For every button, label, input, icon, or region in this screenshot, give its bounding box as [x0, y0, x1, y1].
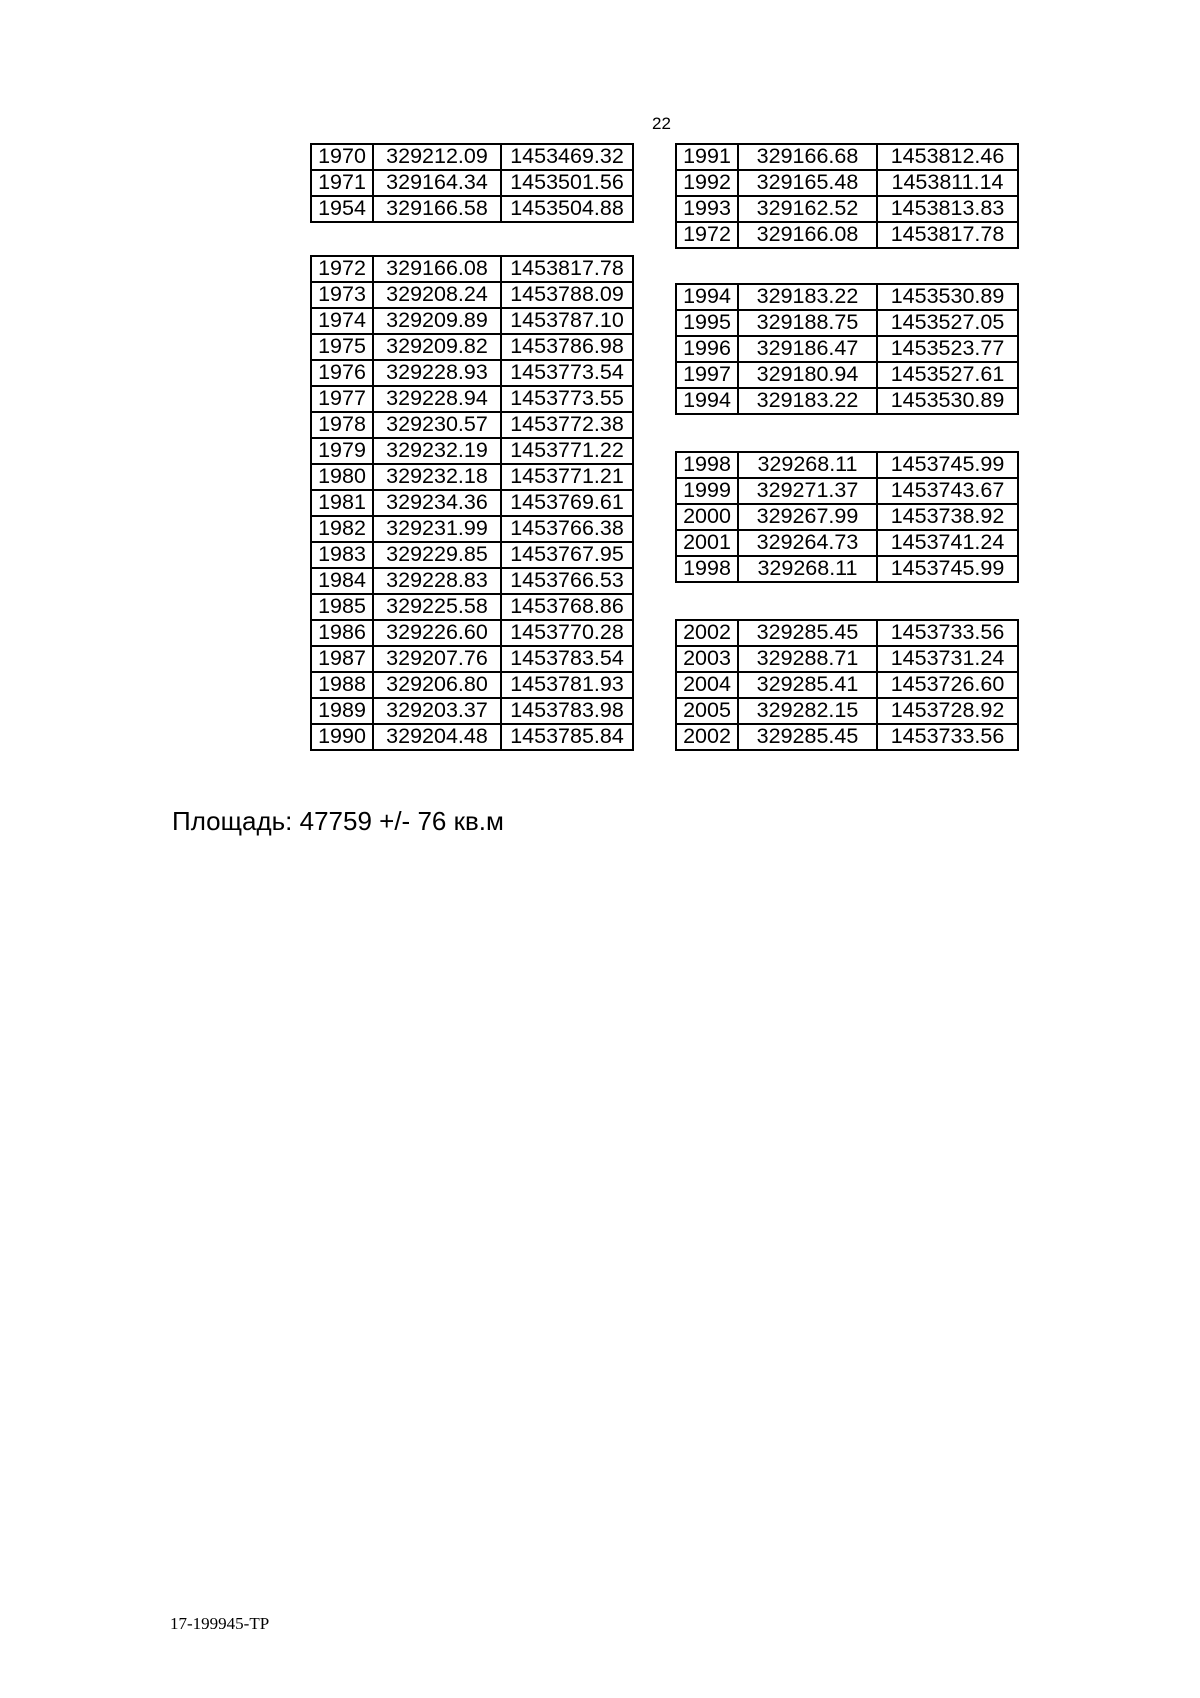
x-coordinate-cell: 329234.36 — [373, 490, 501, 516]
y-coordinate-cell: 1453501.56 — [501, 170, 633, 196]
y-coordinate-cell: 1453766.53 — [501, 568, 633, 594]
table-row — [676, 310, 1018, 336]
x-coordinate-cell: 329209.89 — [373, 308, 501, 334]
x-coordinate-cell: 329188.75 — [738, 310, 877, 336]
point-number-cell: 1997 — [676, 362, 738, 388]
table-row — [676, 556, 1018, 582]
table-row — [311, 568, 633, 594]
table-row — [311, 698, 633, 724]
y-coordinate-cell: 1453773.54 — [501, 360, 633, 386]
point-number-cell: 2003 — [676, 646, 738, 672]
table-row — [676, 452, 1018, 478]
point-number-cell: 1993 — [676, 196, 738, 222]
point-number-cell: 1994 — [676, 388, 738, 414]
point-number-cell: 1983 — [311, 542, 373, 568]
table-row — [676, 388, 1018, 414]
point-number-cell: 1995 — [676, 310, 738, 336]
y-coordinate-cell: 1453783.98 — [501, 698, 633, 724]
point-number-cell: 1986 — [311, 620, 373, 646]
point-number-cell: 1971 — [311, 170, 373, 196]
table-row — [676, 170, 1018, 196]
point-number-cell: 1996 — [676, 336, 738, 362]
point-number-cell: 2002 — [676, 724, 738, 750]
y-coordinate-cell: 1453530.89 — [877, 284, 1018, 310]
y-coordinate-cell: 1453817.78 — [877, 222, 1018, 248]
x-coordinate-cell: 329166.08 — [738, 222, 877, 248]
x-coordinate-cell: 329268.11 — [738, 556, 877, 582]
y-coordinate-cell: 1453787.10 — [501, 308, 633, 334]
table-row — [676, 724, 1018, 750]
point-number-cell: 1999 — [676, 478, 738, 504]
point-number-cell: 1972 — [676, 222, 738, 248]
y-coordinate-cell: 1453771.22 — [501, 438, 633, 464]
y-coordinate-cell: 1453766.38 — [501, 516, 633, 542]
table-row — [311, 256, 633, 282]
x-coordinate-cell: 329226.60 — [373, 620, 501, 646]
table-row — [311, 620, 633, 646]
y-coordinate-cell: 1453527.05 — [877, 310, 1018, 336]
table-row — [311, 646, 633, 672]
y-coordinate-cell: 1453733.56 — [877, 620, 1018, 646]
point-number-cell: 1987 — [311, 646, 373, 672]
table-row — [676, 144, 1018, 170]
point-number-cell: 1998 — [676, 452, 738, 478]
point-number-cell: 2004 — [676, 672, 738, 698]
y-coordinate-cell: 1453743.67 — [877, 478, 1018, 504]
point-number-cell: 2000 — [676, 504, 738, 530]
y-coordinate-cell: 1453783.54 — [501, 646, 633, 672]
x-coordinate-cell: 329232.19 — [373, 438, 501, 464]
point-number-cell: 1977 — [311, 386, 373, 412]
table-row — [676, 196, 1018, 222]
y-coordinate-cell: 1453769.61 — [501, 490, 633, 516]
table-row — [676, 504, 1018, 530]
table-row — [311, 170, 633, 196]
table-row — [311, 438, 633, 464]
document-code: 17-199945-ТР — [170, 1614, 270, 1633]
x-coordinate-cell: 329232.18 — [373, 464, 501, 490]
x-coordinate-cell: 329208.24 — [373, 282, 501, 308]
page-number: 22 — [652, 114, 671, 133]
x-coordinate-cell: 329225.58 — [373, 594, 501, 620]
point-number-cell: 1973 — [311, 282, 373, 308]
y-coordinate-cell: 1453523.77 — [877, 336, 1018, 362]
x-coordinate-cell: 329228.94 — [373, 386, 501, 412]
y-coordinate-cell: 1453527.61 — [877, 362, 1018, 388]
table-row — [311, 308, 633, 334]
table-row — [311, 542, 633, 568]
y-coordinate-cell: 1453771.21 — [501, 464, 633, 490]
x-coordinate-cell: 329183.22 — [738, 284, 877, 310]
x-coordinate-cell: 329204.48 — [373, 724, 501, 750]
x-coordinate-cell: 329166.08 — [373, 256, 501, 282]
y-coordinate-cell: 1453781.93 — [501, 672, 633, 698]
x-coordinate-cell: 329166.58 — [373, 196, 501, 222]
x-coordinate-cell: 329228.83 — [373, 568, 501, 594]
table-row — [311, 282, 633, 308]
y-coordinate-cell: 1453745.99 — [877, 556, 1018, 582]
y-coordinate-cell: 1453469.32 — [501, 144, 633, 170]
x-coordinate-cell: 329285.41 — [738, 672, 877, 698]
table-row — [311, 196, 633, 222]
x-coordinate-cell: 329285.45 — [738, 724, 877, 750]
point-number-cell: 1985 — [311, 594, 373, 620]
table-row — [311, 360, 633, 386]
y-coordinate-cell: 1453768.86 — [501, 594, 633, 620]
x-coordinate-cell: 329285.45 — [738, 620, 877, 646]
y-coordinate-cell: 1453770.28 — [501, 620, 633, 646]
y-coordinate-cell: 1453530.89 — [877, 388, 1018, 414]
table-row — [676, 672, 1018, 698]
table-row — [311, 724, 633, 750]
y-coordinate-cell: 1453813.83 — [877, 196, 1018, 222]
x-coordinate-cell: 329183.22 — [738, 388, 877, 414]
table-row — [311, 516, 633, 542]
point-number-cell: 2005 — [676, 698, 738, 724]
point-number-cell: 1974 — [311, 308, 373, 334]
table-row — [311, 464, 633, 490]
x-coordinate-cell: 329288.71 — [738, 646, 877, 672]
coordinates-table-right-3 — [675, 451, 1019, 583]
x-coordinate-cell: 329271.37 — [738, 478, 877, 504]
y-coordinate-cell: 1453817.78 — [501, 256, 633, 282]
point-number-cell: 1994 — [676, 284, 738, 310]
point-number-cell: 1954 — [311, 196, 373, 222]
x-coordinate-cell: 329264.73 — [738, 530, 877, 556]
y-coordinate-cell: 1453733.56 — [877, 724, 1018, 750]
point-number-cell: 1970 — [311, 144, 373, 170]
x-coordinate-cell: 329164.34 — [373, 170, 501, 196]
y-coordinate-cell: 1453504.88 — [501, 196, 633, 222]
x-coordinate-cell: 329166.68 — [738, 144, 877, 170]
point-number-cell: 2002 — [676, 620, 738, 646]
point-number-cell: 1982 — [311, 516, 373, 542]
coordinates-table-right-4 — [675, 619, 1019, 751]
x-coordinate-cell: 329162.52 — [738, 196, 877, 222]
x-coordinate-cell: 329231.99 — [373, 516, 501, 542]
coordinates-table-right-2 — [675, 283, 1019, 415]
y-coordinate-cell: 1453726.60 — [877, 672, 1018, 698]
point-number-cell: 1988 — [311, 672, 373, 698]
y-coordinate-cell: 1453811.14 — [877, 170, 1018, 196]
table-row — [311, 594, 633, 620]
point-number-cell: 1990 — [311, 724, 373, 750]
table-row — [676, 362, 1018, 388]
point-number-cell: 1989 — [311, 698, 373, 724]
point-number-cell: 1992 — [676, 170, 738, 196]
table-row — [311, 490, 633, 516]
table-row — [311, 672, 633, 698]
y-coordinate-cell: 1453745.99 — [877, 452, 1018, 478]
y-coordinate-cell: 1453773.55 — [501, 386, 633, 412]
x-coordinate-cell: 329267.99 — [738, 504, 877, 530]
point-number-cell: 1998 — [676, 556, 738, 582]
point-number-cell: 1976 — [311, 360, 373, 386]
y-coordinate-cell: 1453785.84 — [501, 724, 633, 750]
y-coordinate-cell: 1453812.46 — [877, 144, 1018, 170]
table-row — [676, 336, 1018, 362]
point-number-cell: 1980 — [311, 464, 373, 490]
y-coordinate-cell: 1453731.24 — [877, 646, 1018, 672]
x-coordinate-cell: 329228.93 — [373, 360, 501, 386]
x-coordinate-cell: 329230.57 — [373, 412, 501, 438]
table-row — [676, 222, 1018, 248]
coordinates-table-left-1 — [310, 143, 634, 223]
table-row — [676, 646, 1018, 672]
x-coordinate-cell: 329203.37 — [373, 698, 501, 724]
table-row — [311, 144, 633, 170]
table-row — [676, 620, 1018, 646]
table-row — [676, 698, 1018, 724]
point-number-cell: 1975 — [311, 334, 373, 360]
point-number-cell: 1978 — [311, 412, 373, 438]
point-number-cell: 1972 — [311, 256, 373, 282]
y-coordinate-cell: 1453738.92 — [877, 504, 1018, 530]
table-row — [676, 530, 1018, 556]
table-row — [311, 412, 633, 438]
point-number-cell: 1979 — [311, 438, 373, 464]
coordinates-table-right-1 — [675, 143, 1019, 249]
x-coordinate-cell: 329229.85 — [373, 542, 501, 568]
x-coordinate-cell: 329282.15 — [738, 698, 877, 724]
table-row — [676, 284, 1018, 310]
x-coordinate-cell: 329206.80 — [373, 672, 501, 698]
y-coordinate-cell: 1453767.95 — [501, 542, 633, 568]
point-number-cell: 1984 — [311, 568, 373, 594]
table-row — [311, 386, 633, 412]
point-number-cell: 1991 — [676, 144, 738, 170]
x-coordinate-cell: 329186.47 — [738, 336, 877, 362]
y-coordinate-cell: 1453728.92 — [877, 698, 1018, 724]
y-coordinate-cell: 1453786.98 — [501, 334, 633, 360]
y-coordinate-cell: 1453741.24 — [877, 530, 1018, 556]
x-coordinate-cell: 329207.76 — [373, 646, 501, 672]
table-row — [311, 334, 633, 360]
point-number-cell: 2001 — [676, 530, 738, 556]
y-coordinate-cell: 1453788.09 — [501, 282, 633, 308]
y-coordinate-cell: 1453772.38 — [501, 412, 633, 438]
point-number-cell: 1981 — [311, 490, 373, 516]
x-coordinate-cell: 329209.82 — [373, 334, 501, 360]
x-coordinate-cell: 329180.94 — [738, 362, 877, 388]
x-coordinate-cell: 329212.09 — [373, 144, 501, 170]
x-coordinate-cell: 329165.48 — [738, 170, 877, 196]
x-coordinate-cell: 329268.11 — [738, 452, 877, 478]
coordinates-table-left-2 — [310, 255, 634, 751]
area-summary: Площадь: 47759 +/- 76 кв.м — [172, 806, 504, 836]
table-row — [676, 478, 1018, 504]
